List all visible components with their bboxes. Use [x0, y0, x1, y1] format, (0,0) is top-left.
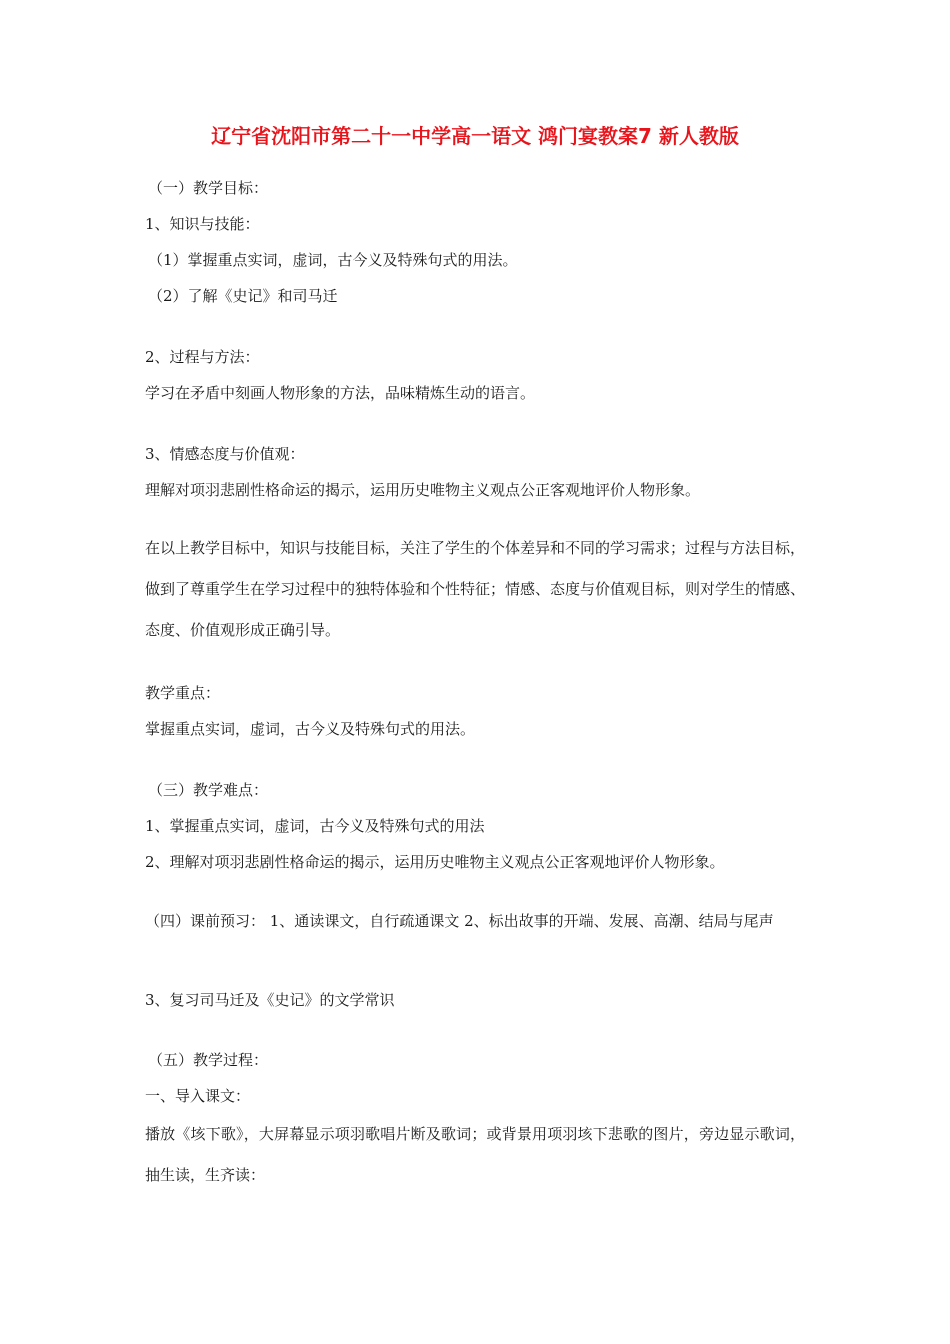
document-title: 辽宁省沈阳市第二十一中学高一语文 鸿门宴教案7 新人教版 [211, 124, 739, 148]
key-points-text: 掌握重点实词，虚词，古今义及特殊句式的用法。 [145, 720, 476, 738]
process-section-heading: （五）教学过程： [148, 1051, 269, 1069]
knowledge-item-1: （1）掌握重点实词，虚词，古今义及特殊句式的用法。 [148, 251, 518, 269]
objectives-heading: （一）教学目标： [148, 179, 269, 197]
difficulty-item-1: 1、掌握重点实词，虚词，古今义及特殊句式的用法 [145, 817, 485, 835]
intro-paragraph: 播放《垓下歌》，大屏幕显示项羽歌唱片断及歌词；或背景用项羽垓下悲歌的图片，旁边显示歌词，抽生读，生齐读： [145, 1125, 805, 1184]
key-points-heading: 教学重点： [145, 684, 221, 702]
preview-paragraph: （四）课前预习： 1、通读课文，自行疏通课文 2、标出故事的开端、发展、高潮、结局与尾声 [145, 912, 774, 930]
knowledge-item-2: （2）了解《史记》和司马迁 [148, 287, 338, 305]
knowledge-heading: 1、知识与技能： [145, 215, 260, 233]
intro-heading: 一、导入课文： [145, 1087, 251, 1105]
process-heading: 2、过程与方法： [145, 348, 260, 366]
emotion-text: 理解对项羽悲剧性格命运的揭示，运用历史唯物主义观点公正客观地评价人物形象。 [145, 481, 701, 499]
emotion-heading: 3、情感态度与价值观： [145, 445, 305, 463]
preview-item-3: 3、复习司马迁及《史记》的文学常识 [145, 991, 395, 1009]
summary-paragraph: 在以上教学目标中，知识与技能目标，关注了学生的个体差异和不同的学习需求；过程与方法目标，做到了尊重学生在学习过程中的独特体验和个性特征；情感、态度与价值观目标，则对学生的情感、态度、价值观形成正确引导。 [145, 539, 806, 639]
difficulty-item-2: 2、理解对项羽悲剧性格命运的揭示，运用历史唯物主义观点公正客观地评价人物形象。 [145, 853, 725, 871]
difficulties-heading: （三）教学难点： [148, 781, 269, 799]
process-text: 学习在矛盾中刻画人物形象的方法，品味精炼生动的语言。 [145, 384, 536, 402]
